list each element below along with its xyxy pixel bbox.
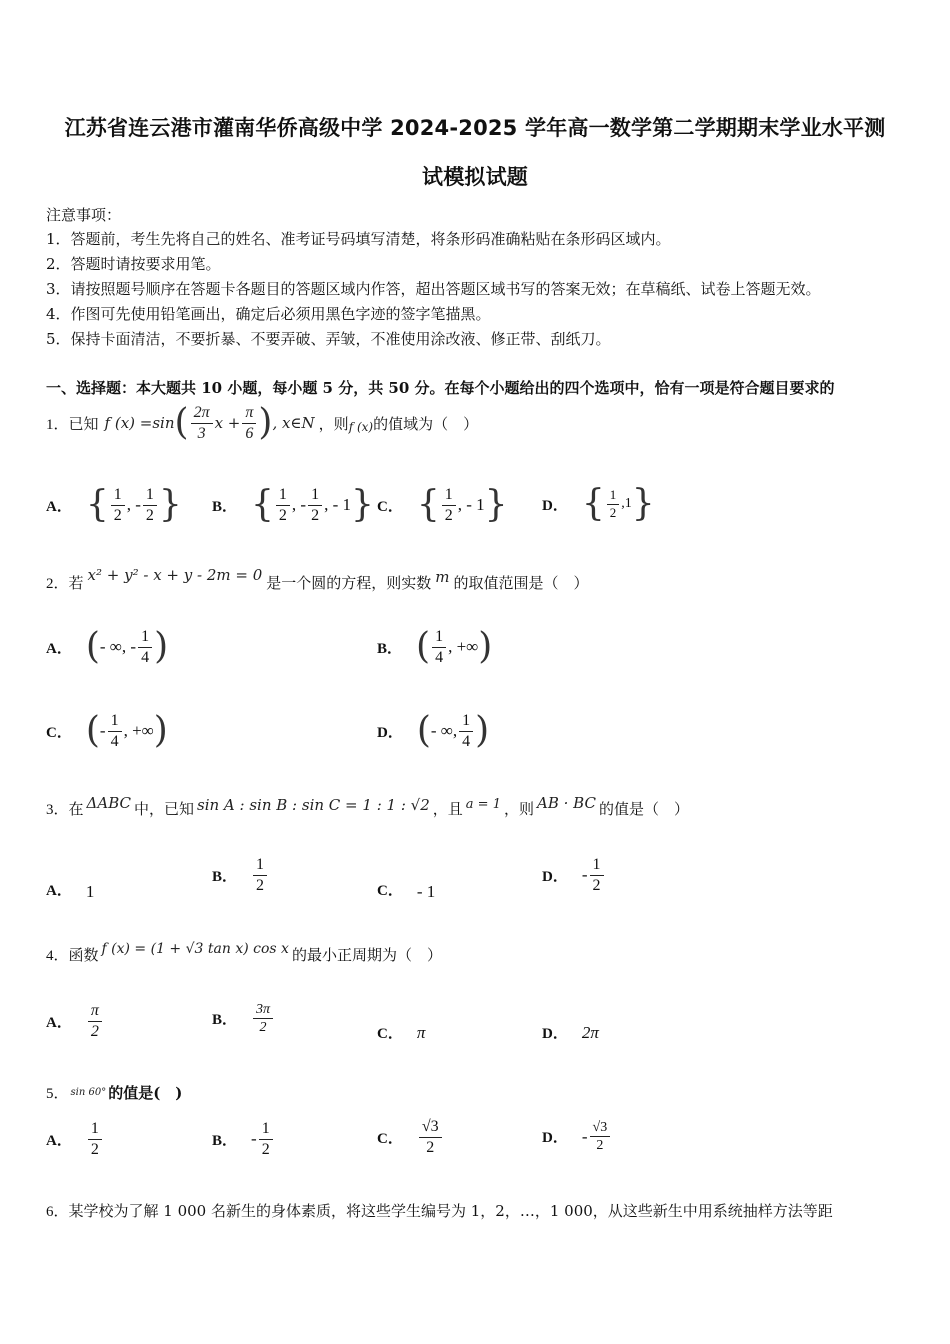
q2-number: 2．	[46, 576, 69, 592]
q1-pre: 已知	[68, 414, 99, 433]
q3-dot-product: AB · BC	[536, 793, 596, 812]
question-4	[46, 940, 442, 965]
q3-mid3: ，则	[503, 800, 534, 818]
q5-option-c[interactable]: C． $\frac{√3}{2}$	[377, 1118, 444, 1156]
question-1	[46, 404, 478, 442]
q3-number: 3．	[46, 802, 69, 818]
q2-option-a[interactable]: A． ( - ∞, - $\frac{1}{4}$ )	[46, 626, 169, 668]
q4-option-a[interactable]: A． $\frac{\pi}{2}$	[46, 1002, 104, 1040]
q1-function: f (x) =sin	[104, 414, 175, 433]
q3-option-c[interactable]: C． - 1	[377, 882, 436, 901]
notes-item-3: 3．请按照题号顺序在答题卡各题目的答题区域内作答，超出答题区域书写的答案无效；在草稿纸、试卷上答题无效。	[46, 280, 821, 298]
q1-fx: f (x)	[348, 420, 374, 435]
q2-mid: 是一个圆的方程，则实数	[266, 574, 432, 592]
q3-option-a[interactable]: A． 1	[46, 882, 95, 901]
q1-option-c[interactable]: C． { $\frac{1}{2}$ , - 1 }	[377, 484, 508, 526]
q1-option-a[interactable]: A． { $\frac{1}{2}$ , - $\frac{1}{2}$ }	[46, 484, 182, 526]
q2-option-b[interactable]: B． ( $\frac{1}{4}$ , +∞ )	[377, 626, 493, 668]
question-5	[46, 1082, 182, 1103]
page-title-line2: 试模拟试题	[422, 165, 528, 189]
q1-open-paren: (	[174, 402, 189, 444]
q3-mid1: 中，已知	[133, 800, 194, 818]
q3-option-b[interactable]: B． $\frac{1}{2}$	[212, 856, 269, 894]
q4-post: 的最小正周期为（ ）	[291, 946, 442, 964]
question-2	[46, 565, 589, 593]
q5-option-a[interactable]: A． $\frac{1}{2}$	[46, 1120, 104, 1158]
q3-post: 的值是（ ）	[598, 800, 689, 818]
page-title-line1: 江苏省连云港市灌南华侨高级中学 2024-2025 学年高一数学第二学期期末学业水平测	[64, 116, 886, 140]
q3-ratio: sin A : sin B : sin C = 1 : 1 : √2	[197, 795, 430, 814]
q4-function: f (x) = (1 + √3 tan x) cos x	[101, 940, 289, 957]
q2-var: m	[435, 567, 450, 586]
q5-number: 5．	[46, 1086, 69, 1102]
q1-post: 的值域为（ ）	[373, 414, 479, 433]
q2-option-c[interactable]: C． ( - $\frac{1}{4}$ , +∞ )	[46, 710, 168, 752]
q4-option-d[interactable]: D． 2π	[542, 1022, 599, 1042]
q1-x: x +	[214, 414, 241, 433]
notes-item-5: 5．保持卡面清洁，不要折暴、不要弄破、弄皱，不准使用涂改液、修正带、刮纸刀。	[46, 330, 611, 348]
q3-option-d[interactable]: D． - $\frac{1}{2}$	[542, 856, 606, 894]
q1-number: 1．	[46, 416, 69, 433]
notes-item-1: 1．答题前，考生先将自己的姓名、准考证号码填写清楚，将条形码准确粘贴在条形码区域内。	[46, 230, 671, 248]
q3-mid2: ，且	[432, 800, 463, 818]
q2-equation: x² + y² - x + y - 2m = 0	[87, 565, 263, 584]
q6-text: 某学校为了解 1 000 名新生的身体素质，将这些学生编号为 1，2，…，1 000，从这些新生中用系统抽样方法等距	[68, 1202, 833, 1220]
q5-option-d[interactable]: D． - $\frac{√3}{2}$	[542, 1120, 612, 1154]
q1-frac-2: $\frac{\pi}{6}$	[242, 404, 256, 442]
q1-close-paren: )	[258, 402, 273, 444]
q3-pre: 在	[68, 800, 84, 818]
q5-post: 的值是( )	[108, 1084, 183, 1102]
q3-condition: a = 1	[465, 797, 501, 812]
section-heading: 一、选择题：本大题共 10 小题，每小题 5 分，共 50 分。在每个小题给出的四个选项中，恰有一项是符合题目要求的	[46, 379, 835, 397]
q6-number: 6．	[46, 1204, 69, 1220]
q2-pre: 若	[68, 574, 84, 592]
q1-mid: ，则	[318, 414, 349, 433]
q1-option-d[interactable]: D． { $\frac{1}{2}$ ,1 }	[542, 483, 655, 524]
notes-heading: 注意事项：	[46, 206, 122, 224]
q2-option-d[interactable]: D． ( - ∞, $\frac{1}{4}$ )	[377, 710, 490, 752]
q2-post: 的取值范围是（ ）	[453, 574, 589, 592]
q5-expression: sin 60°	[70, 1087, 107, 1098]
notes-item-2: 2．答题时请按要求用笔。	[46, 255, 221, 273]
q4-option-c[interactable]: C． π	[377, 1022, 426, 1042]
q1-frac-1: $\frac{2\pi}{3}$	[191, 404, 213, 442]
q4-pre: 函数	[68, 946, 99, 964]
q5-option-b[interactable]: B． - $\frac{1}{2}$	[212, 1120, 275, 1158]
q4-option-b[interactable]: B． $\frac{3\pi}{2}$	[212, 1002, 275, 1036]
q1-option-b[interactable]: B． { $\frac{1}{2}$ , - $\frac{1}{2}$ , - 1 }	[212, 484, 374, 526]
q1-domain: , x∈N	[272, 414, 315, 433]
q4-number: 4．	[46, 948, 69, 964]
question-3	[46, 793, 689, 819]
question-6	[46, 1200, 833, 1221]
notes-item-4: 4．作图可先使用铅笔画出，确定后必须用黑色字迹的签字笔描黑。	[46, 305, 491, 323]
q3-triangle: ΔABC	[86, 793, 131, 812]
